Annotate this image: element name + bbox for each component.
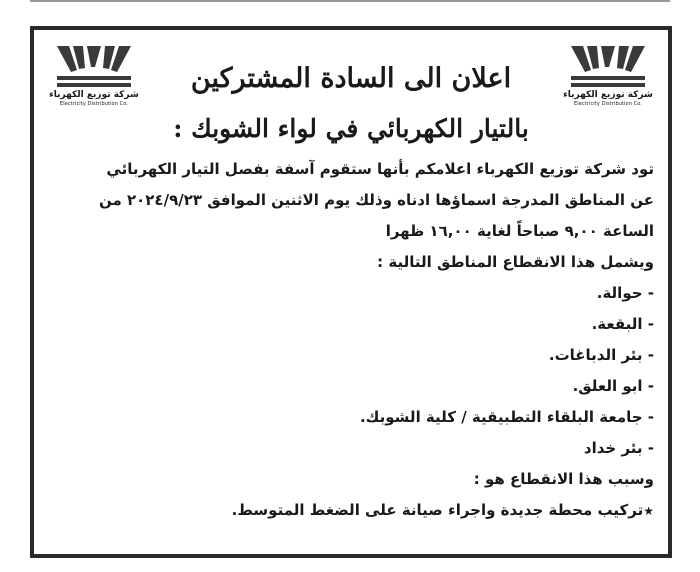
area-item: - ابو العلق. — [48, 371, 654, 402]
sunburst-logo-icon — [569, 44, 647, 90]
notice-body — [48, 154, 654, 527]
area-item: - بئر الدباغات. — [48, 340, 654, 371]
notice-subtitle: بالتيار الكهربائي في لواء الشوبك : — [173, 114, 529, 143]
company-logo-left — [46, 44, 142, 114]
logo-arabic-name: شركة توزيع الكهرباء — [49, 90, 139, 100]
intro-line: تود شركة توزيع الكهرباء اعلامكم بأنها ستقوم آسفة بفصل التيار الكهربائي — [106, 160, 654, 178]
area-item: - بئر خداد — [48, 433, 654, 464]
company-logo-right — [560, 44, 656, 114]
logo-arabic-name: شركة توزيع الكهرباء — [563, 90, 653, 100]
notice-title: اعلان الى السادة المشتركين — [190, 63, 512, 94]
top-rule — [30, 0, 670, 2]
logo-english-name: Electricity Distribution Co. — [59, 101, 129, 107]
logo-english-name: Electricity Distribution Co. — [573, 101, 643, 107]
notice-frame — [30, 26, 672, 558]
area-item: - جامعة البلقاء التطبيقية / كلية الشوبك. — [48, 402, 654, 433]
reason-text: ★ تركيب محطة جديدة واجراء صيانة على الضغط المتوسط. — [48, 495, 654, 527]
sunburst-logo-icon — [55, 44, 133, 90]
intro-line: عن المناطق المدرجة اسماؤها ادناه وذلك يوم الاثنين الموافق ٢٠٢٤/٩/٢٣ من — [98, 191, 654, 209]
reason-heading: وسبب هذا الانقطاع هو : — [473, 470, 654, 488]
area-item: - البقعة. — [48, 309, 654, 340]
intro-line: الساعة ٩,٠٠ صباحاً لغاية ١٦,٠٠ ظهرا — [385, 222, 654, 240]
area-item: - حوالة. — [48, 278, 654, 309]
areas-heading: ويشمل هذا الانقطاع المناطق التالية : — [377, 253, 654, 271]
